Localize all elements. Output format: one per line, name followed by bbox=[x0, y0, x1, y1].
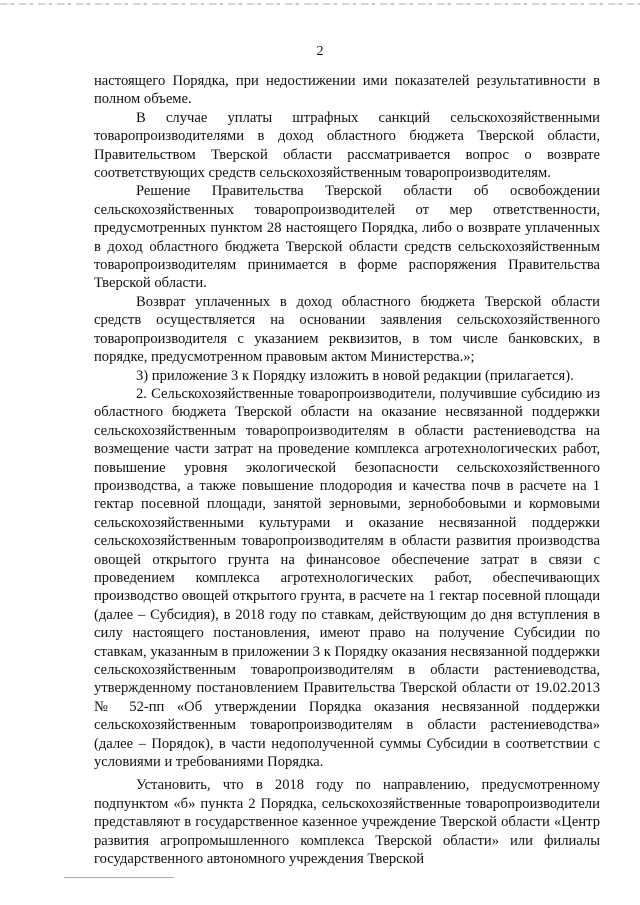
paragraph-continuation: настоящего Порядка, при недостижении ими показателей результативности в полном объеме. bbox=[94, 73, 600, 108]
page-number: 2 bbox=[316, 44, 324, 59]
paragraph-penalty-payment: В случае уплаты штрафных санкций сельскохозяйственными товаропроизводителями в доход областного бюджета Тверской области, Правительством Тверской области рассматривается вопрос о возврате соответствующих средств сельскохозяйственным товаропроизводителям. bbox=[94, 109, 600, 182]
scan-artifact-top-edge bbox=[0, 3, 640, 5]
bottom-rule bbox=[64, 877, 174, 878]
document-body bbox=[94, 72, 600, 868]
paragraph-section-2: 2. Сельскохозяйственные товаропроизводители, получившие субсидию из областного бюджета Тверской области на оказание несвязанной поддержки сельскохозяйственным товаропроизводителям в области растениеводства на возмещение части затрат на проведение комплекса агротехнологических работ, повышение уровня экологической безопасности сельскохозяйственного производства, а также повышение плодородия и качества почв в расчете на 1 гектар посевной площади, занятой зерновыми, зернобобовыми и кормовыми сельскохозяйственными культурами и оказание несвязанной поддержки сельскохозяйственным товаропроизводителям в области развития производства овощей открытого грунта на финансовое обеспечение затрат в связи с проведением комплекса агротехнологических работ, обеспечивающих производство овощей открытого грунта, в расчете на 1 гектар посевной площади (далее – Субсидия), в 2018 году по ставкам, действующим до дня вступления в силу настоящего постановления, имеют право на получение Субсидии по ставкам, указанным в приложении 3 к Порядку оказания несвязанной поддержки сельскохозяйственным товаропроизводителям в области растениеводства, утвержденному постановлением Правительства Тверской области от 19.02.2013 № 52-пп «Об утверждении Порядка оказания несвязанной поддержки сельскохозяйственным товаропроизводителям в области растениеводства» (далее – Порядок), в части недополученной суммы Субсидии в соответствии с условиями и требованиями Порядка. bbox=[94, 385, 600, 771]
paragraph-establish-2018: Установить, что в 2018 году по направлению, предусмотренному подпунктом «б» пункта 2 Порядка, сельскохозяйственные товаропроизводители представляют в государственное казенное учреждение Тверской области «Центр развития агропромышленного комплекса Тверской области» или филиалы государственного автономного учреждения Тверской bbox=[94, 777, 600, 868]
paragraph-government-decision: Решение Правительства Тверской области об освобождении сельскохозяйственных товаропроизводителей от мер ответственности, предусмотренных пунктом 28 настоящего Порядка, либо о возврате уплаченных в доход областного бюджета Тверской области средств сельскохозяйственным товаропроизводителям принимается в форме распоряжения Правительства Тверской области. bbox=[94, 183, 600, 292]
paragraph-refund-procedure: Возврат уплаченных в доход областного бюджета Тверской области средств осуществляется на основании заявления сельскохозяйственного товаропроизводителя с указанием реквизитов, в том числе банковских, в порядке, предусмотренном правовым актом Министерства.»; bbox=[94, 293, 600, 366]
paragraph-appendix-3: 3) приложение 3 к Порядку изложить в новой редакции (прилагается). bbox=[136, 367, 574, 384]
